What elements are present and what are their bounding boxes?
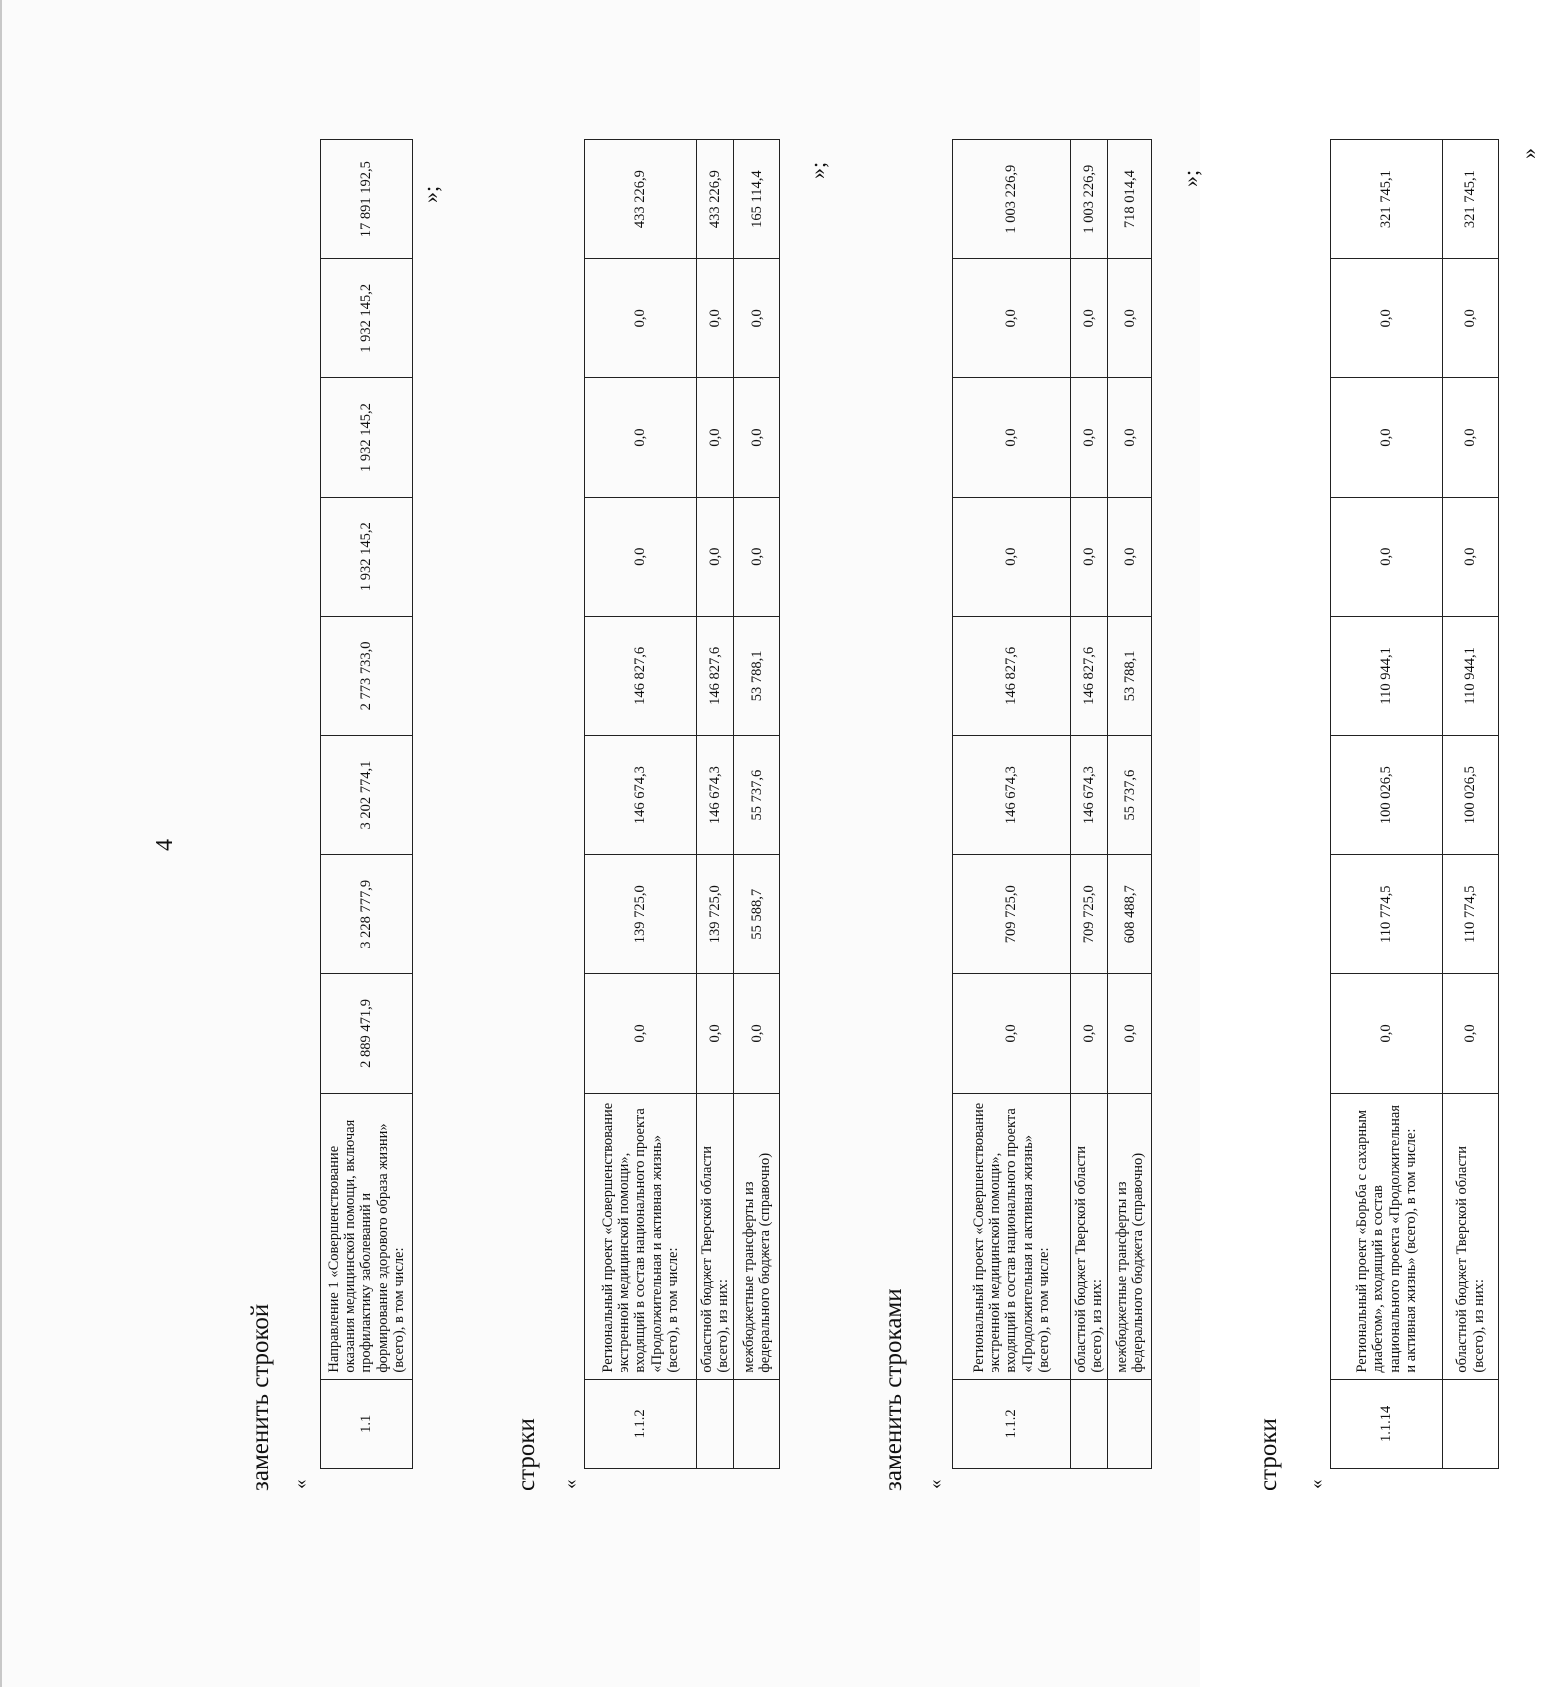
section-instruction: заменить строками — [880, 1288, 907, 1491]
opening-quote: « — [1306, 1479, 1327, 1489]
budget-table — [1330, 139, 1499, 1469]
amount-cell: 165 114,4 — [734, 140, 780, 259]
amount-cell: 0,0 — [585, 259, 697, 378]
table-row — [1071, 140, 1108, 1469]
amount-cell: 0,0 — [1071, 259, 1108, 378]
amount-cell: 146 674,3 — [697, 735, 734, 854]
amount-cell: 53 788,1 — [1108, 616, 1152, 735]
amount-cell: 146 827,6 — [1071, 616, 1108, 735]
amount-cell: 55 588,7 — [734, 855, 780, 974]
opening-quote: « — [560, 1479, 581, 1489]
row-description-cell: областной бюджет Тверской области (всего), из них: — [697, 1093, 734, 1379]
amount-cell: 0,0 — [953, 497, 1071, 616]
budget-table — [584, 139, 780, 1469]
amount-cell: 1 932 145,2 — [321, 259, 413, 378]
amount-cell: 1 932 145,2 — [321, 497, 413, 616]
row-number-cell — [1108, 1379, 1152, 1468]
closing-quote: »; — [1178, 169, 1203, 187]
opening-quote: « — [925, 1479, 946, 1489]
amount-cell: 110 774,5 — [1331, 855, 1443, 974]
amount-cell: 0,0 — [1071, 378, 1108, 497]
row-description-cell: Направление 1 «Совершенствование оказания медицинской помощи, включая профилактику заболеваний и формирование здорового образа жизни» (всего), в том числе: — [321, 1093, 413, 1379]
amount-cell: 0,0 — [697, 974, 734, 1093]
amount-cell: 0,0 — [1443, 259, 1499, 378]
amount-cell: 3 202 774,1 — [321, 735, 413, 854]
amount-cell: 709 725,0 — [1071, 855, 1108, 974]
row-number-cell: 1.1.2 — [585, 1379, 697, 1468]
amount-cell: 0,0 — [734, 378, 780, 497]
amount-cell: 608 488,7 — [1108, 855, 1152, 974]
amount-cell: 110 774,5 — [1443, 855, 1499, 974]
amount-cell: 0,0 — [1071, 974, 1108, 1093]
amount-cell: 17 891 192,5 — [321, 140, 413, 259]
table-row — [697, 140, 734, 1469]
row-description-cell: Региональный проект «Борьба с сахарным диабетом», входящий в состав национального проекта «Продолжительная и активная жизнь» (всего), в том числе: — [1331, 1093, 1443, 1379]
amount-cell: 53 788,1 — [734, 616, 780, 735]
amount-cell: 146 827,6 — [585, 616, 697, 735]
row-number-cell — [1443, 1379, 1499, 1468]
amount-cell: 321 745,1 — [1331, 140, 1443, 259]
table-row — [321, 140, 413, 1469]
amount-cell: 433 226,9 — [585, 140, 697, 259]
row-number-cell: 1.1.14 — [1331, 1379, 1443, 1468]
row-number-cell: 1.1.2 — [953, 1379, 1071, 1468]
amount-cell: 0,0 — [697, 497, 734, 616]
amount-cell: 0,0 — [1331, 974, 1443, 1093]
row-description-cell: межбюджетные трансферты из федерального бюджета (справочно) — [1108, 1093, 1152, 1379]
amount-cell: 1 932 145,2 — [321, 378, 413, 497]
table-row — [1331, 140, 1443, 1469]
scan-edge-line — [0, 0, 2, 1687]
amount-cell: 0,0 — [1108, 497, 1152, 616]
amount-cell: 110 944,1 — [1443, 616, 1499, 735]
amount-cell: 0,0 — [697, 259, 734, 378]
row-number-cell — [1071, 1379, 1108, 1468]
closing-quote: » — [1516, 148, 1541, 159]
budget-table — [952, 139, 1152, 1469]
amount-cell: 321 745,1 — [1443, 140, 1499, 259]
amount-cell: 0,0 — [1331, 259, 1443, 378]
amount-cell: 0,0 — [1443, 497, 1499, 616]
amount-cell: 0,0 — [1443, 378, 1499, 497]
amount-cell: 139 725,0 — [585, 855, 697, 974]
amount-cell: 55 737,6 — [734, 735, 780, 854]
amount-cell: 0,0 — [585, 974, 697, 1093]
section-instruction: заменить строкой — [247, 1303, 274, 1491]
amount-cell: 0,0 — [585, 378, 697, 497]
amount-cell: 146 674,3 — [1071, 735, 1108, 854]
amount-cell: 100 026,5 — [1331, 735, 1443, 854]
amount-cell: 0,0 — [953, 378, 1071, 497]
row-number-cell — [734, 1379, 780, 1468]
amount-cell: 0,0 — [1331, 378, 1443, 497]
amount-cell: 0,0 — [1071, 497, 1108, 616]
amount-cell: 0,0 — [1108, 378, 1152, 497]
table-row — [585, 140, 697, 1469]
amount-cell: 0,0 — [585, 497, 697, 616]
amount-cell: 0,0 — [734, 497, 780, 616]
amount-cell: 3 228 777,9 — [321, 855, 413, 974]
opening-quote: « — [290, 1479, 311, 1489]
amount-cell: 146 827,6 — [697, 616, 734, 735]
amount-cell: 2 889 471,9 — [321, 974, 413, 1093]
amount-cell: 146 674,3 — [585, 735, 697, 854]
table-row — [1443, 140, 1499, 1469]
amount-cell: 0,0 — [697, 378, 734, 497]
row-description-cell: областной бюджет Тверской области (всего), из них: — [1443, 1093, 1499, 1379]
row-number-cell — [697, 1379, 734, 1468]
closing-quote: »; — [418, 185, 443, 203]
amount-cell: 2 773 733,0 — [321, 616, 413, 735]
amount-cell: 1 003 226,9 — [953, 140, 1071, 259]
amount-cell: 100 026,5 — [1443, 735, 1499, 854]
amount-cell: 0,0 — [734, 259, 780, 378]
amount-cell: 0,0 — [953, 974, 1071, 1093]
row-description-cell: межбюджетные трансферты из федерального бюджета (справочно) — [734, 1093, 780, 1379]
row-description-cell: Региональный проект «Совершенствование экстренной медицинской помощи», входящий в состав национального проекта «Продолжительная и активная жизнь» (всего), в том числе: — [953, 1093, 1071, 1379]
amount-cell: 146 674,3 — [953, 735, 1071, 854]
table-row — [953, 140, 1071, 1469]
amount-cell: 0,0 — [953, 259, 1071, 378]
amount-cell: 433 226,9 — [697, 140, 734, 259]
amount-cell: 0,0 — [1108, 974, 1152, 1093]
amount-cell: 718 014,4 — [1108, 140, 1152, 259]
row-description-cell: Региональный проект «Совершенствование экстренной медицинской помощи», входящий в состав национального проекта «Продолжительная и активная жизнь» (всего), в том числе: — [585, 1093, 697, 1379]
amount-cell: 0,0 — [1331, 497, 1443, 616]
section-instruction: строки — [1255, 1418, 1282, 1491]
amount-cell: 110 944,1 — [1331, 616, 1443, 735]
closing-quote: »; — [805, 161, 830, 179]
amount-cell: 1 003 226,9 — [1071, 140, 1108, 259]
page-number: 4 — [152, 839, 178, 851]
amount-cell: 0,0 — [1108, 259, 1152, 378]
row-description-cell: областной бюджет Тверской области (всего), из них: — [1071, 1093, 1108, 1379]
amount-cell: 55 737,6 — [1108, 735, 1152, 854]
amount-cell: 0,0 — [734, 974, 780, 1093]
amount-cell: 146 827,6 — [953, 616, 1071, 735]
budget-table — [320, 139, 413, 1469]
section-instruction: строки — [513, 1418, 540, 1491]
amount-cell: 709 725,0 — [953, 855, 1071, 974]
amount-cell: 139 725,0 — [697, 855, 734, 974]
amount-cell: 0,0 — [1443, 974, 1499, 1093]
table-row — [734, 140, 780, 1469]
row-number-cell: 1.1 — [321, 1379, 413, 1468]
table-row — [1108, 140, 1152, 1469]
